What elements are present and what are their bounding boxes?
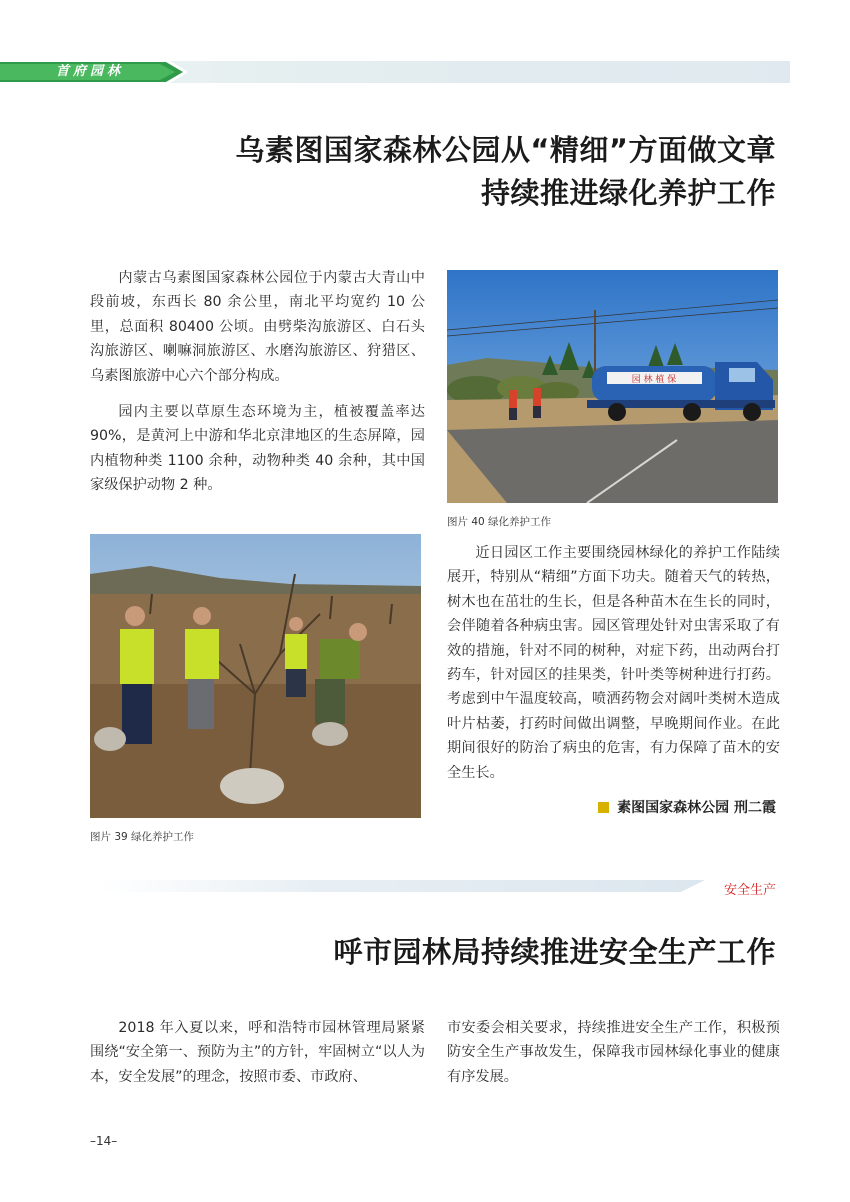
article2-title: 呼市园林局持续推进安全生产工作: [333, 935, 776, 969]
article2-paragraph-right: 市安委会相关要求，持续推进安全生产工作，积极预防安全生产事故发生，保障我市园林绿化事业的健康有序发展。: [447, 1020, 780, 1085]
article-title-line1: 乌素图国家森林公园从“精细”方面做文章: [235, 133, 776, 167]
byline-text: 素图国家森林公园 刑二霞: [617, 800, 776, 816]
article-paragraph-1: 内蒙古乌素图国家森林公园位于内蒙古大青山中段前坡，东西长 80 余公里，南北平均宽约 10 公里，总面积 80400 公顷。由劈柴沟旅游区、白石头沟旅游区、喇嘛洞旅游区、水磨沟旅游区、狩猎区、乌素图旅游中心六个部分构成。: [90, 270, 425, 384]
article-byline: [598, 797, 776, 817]
article-paragraph-3: 近日园区工作主要围绕园林绿化的养护工作陆续展开，特别从“精细”方面下功夫。随着天气的转热，树木也在茁壮的生长，但是各种苗木在生长的同时，会伴随着各种病虫害。园区管理处针对虫害采取了有效的措施，针对不同的树种，对症下药，出动两台打药车，针对园区的挂果类，针叶类等树种进行打药。考虑到中午温度较高，喷洒药物会对阔叶类树木造成叶片枯萎，打药时间做出调整，早晚期间作业。在此期间很好的防治了病虫的危害，有力保障了苗木的安全生长。: [447, 545, 780, 781]
section-divider-band: [100, 880, 705, 892]
photo-spray-truck: [447, 270, 778, 503]
page-number: –14–: [90, 1134, 118, 1148]
article2-paragraph-left: 2018 年入夏以来，呼和浩特市园林管理局紧紧围绕“安全第一、预防为主”的方针，牢固树立“以人为本，安全发展”的理念，按照市委、市政府、: [90, 1020, 425, 1085]
photo-39-caption: 图片 39 绿化养护工作: [90, 831, 195, 843]
header-section-label: 首府园林: [56, 64, 125, 79]
photo-planting-workers: [90, 534, 421, 818]
article-title-line2: 持续推进绿化养护工作: [480, 176, 776, 210]
photo-40-caption: 图片 40 绿化养护工作: [447, 516, 552, 528]
byline-marker: [598, 802, 609, 813]
truck-label: 园 林 植 保: [631, 375, 677, 385]
article-paragraph-2: 园内主要以草原生态环境为主，植被覆盖率达 90%，是黄河上中游和华北京津地区的生态屏障，园内植物种类 1100 余种，动物种类 40 余种，其中国家级保护动物 2 种。: [90, 404, 425, 494]
section-tag: 安全生产: [723, 883, 776, 898]
